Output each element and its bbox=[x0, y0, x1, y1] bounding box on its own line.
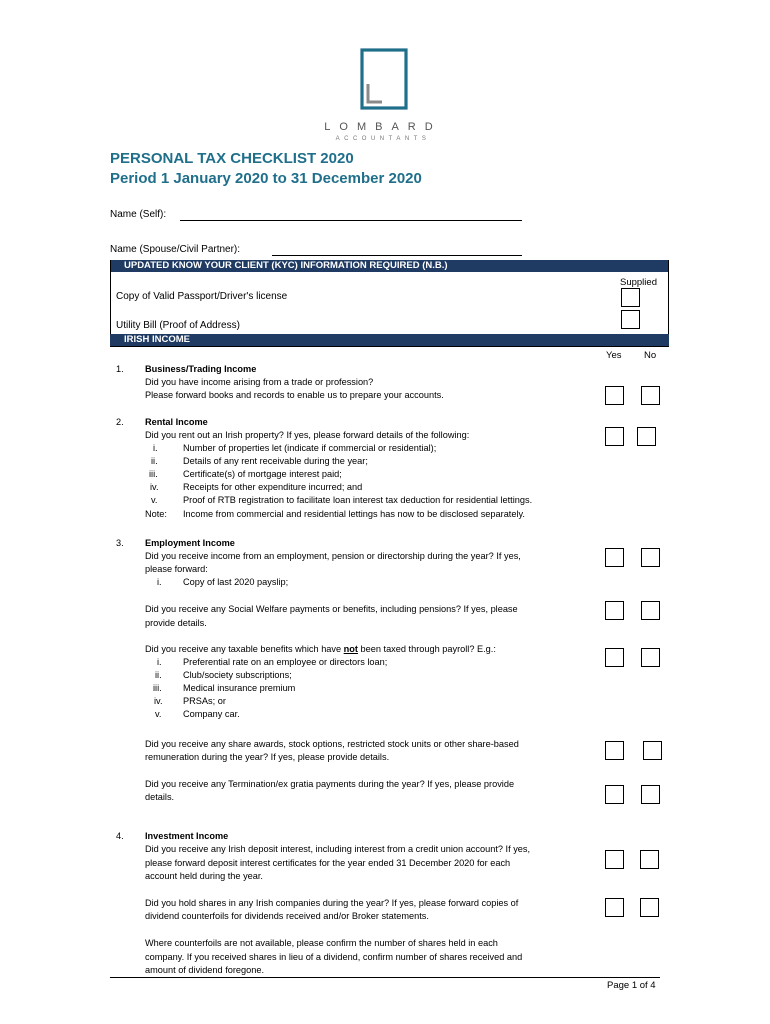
s2-item-3: Certificate(s) of mortgage interest paid; bbox=[183, 469, 342, 479]
utility-bill-supplied-checkbox[interactable] bbox=[621, 310, 640, 329]
section-1-title: Business/Trading Income bbox=[145, 364, 257, 374]
logo-tagline: ACCOUNTANTS bbox=[335, 136, 431, 142]
s4-q1-line1: Did you receive any Irish deposit interest, including interest from a credit union account? If yes, bbox=[145, 844, 531, 854]
s3-q5-line2: details. bbox=[145, 792, 175, 802]
s2-note: Income from commercial and residential lettings has now to be disclosed separately. bbox=[183, 509, 525, 519]
s3-q3-item-5-num: v. bbox=[155, 709, 162, 719]
s4-q3-line2: company. If you received shares in lieu of a dividend, confirm number of shares received and bbox=[145, 952, 523, 962]
s4-q3-line1: Where counterfoils are not available, please confirm the number of shares held in each bbox=[145, 938, 498, 948]
employment-income-yes-checkbox[interactable] bbox=[605, 548, 624, 567]
s3-q1-item: Copy of last 2020 payslip; bbox=[183, 577, 289, 587]
s2-item-2-num: ii. bbox=[151, 456, 158, 466]
section-3-number: 3. bbox=[116, 538, 124, 548]
s2-item-5-num: v. bbox=[151, 495, 158, 505]
section-1-instruction: Please forward books and records to enable us to prepare your accounts. bbox=[145, 390, 444, 400]
irish-income-header: IRISH INCOME bbox=[110, 334, 669, 346]
kyc-item-utility-bill: Utility Bill (Proof of Address) bbox=[116, 320, 240, 331]
taxable-benefits-yes-checkbox[interactable] bbox=[605, 648, 624, 667]
s2-item-2: Details of any rent receivable during the year; bbox=[183, 456, 368, 466]
section-2-number: 2. bbox=[116, 417, 124, 427]
section-2-title: Rental Income bbox=[145, 417, 208, 427]
s2-item-4-num: iv. bbox=[150, 482, 159, 492]
yes-column-label: Yes bbox=[606, 350, 622, 361]
s3-q2-line1: Did you receive any Social Welfare payments or benefits, including pensions? If yes, please bbox=[145, 604, 518, 614]
s3-q3-item-3: Medical insurance premium bbox=[183, 683, 296, 693]
share-awards-no-checkbox[interactable] bbox=[643, 741, 662, 760]
name-spouse-field[interactable] bbox=[272, 255, 522, 256]
s2-item-5: Proof of RTB registration to facilitate loan interest tax deduction for residential lettings. bbox=[183, 495, 533, 505]
s4-q1-line2: please forward deposit interest certificates for the year ended 31 December 2020 for each bbox=[145, 858, 511, 868]
page-number: Page 1 of 4 bbox=[607, 980, 656, 991]
termination-payments-no-checkbox[interactable] bbox=[641, 785, 660, 804]
section-4-number: 4. bbox=[116, 831, 124, 841]
page-subtitle: Period 1 January 2020 to 31 December 2020 bbox=[110, 170, 422, 187]
name-self-field[interactable] bbox=[180, 220, 522, 221]
termination-payments-yes-checkbox[interactable] bbox=[605, 785, 624, 804]
s3-q3-item-5: Company car. bbox=[183, 709, 240, 719]
s2-item-3-num: iii. bbox=[149, 469, 158, 479]
s3-q1-item-num: i. bbox=[157, 577, 162, 587]
page-title: PERSONAL TAX CHECKLIST 2020 bbox=[110, 150, 354, 167]
section-1-number: 1. bbox=[116, 364, 124, 374]
s3-q3-item-2: Club/society subscriptions; bbox=[183, 670, 292, 680]
footer-rule bbox=[110, 977, 660, 978]
social-welfare-no-checkbox[interactable] bbox=[641, 601, 660, 620]
s3-q3-post: been taxed through payroll? E.g.: bbox=[357, 644, 496, 654]
s3-q3-item-1-num: i. bbox=[157, 657, 162, 667]
irish-shares-no-checkbox[interactable] bbox=[640, 898, 659, 917]
business-income-yes-checkbox[interactable] bbox=[605, 386, 624, 405]
s2-item-1-num: i. bbox=[153, 443, 158, 453]
s3-q4-line1: Did you receive any share awards, stock options, restricted stock units or other share-based bbox=[145, 739, 519, 749]
lombard-logo-mark bbox=[318, 48, 448, 118]
name-self-label: Name (Self): bbox=[110, 209, 167, 220]
name-spouse-label: Name (Spouse/Civil Partner): bbox=[110, 244, 241, 255]
s3-q3-item-1: Preferential rate on an employee or directors loan; bbox=[183, 657, 388, 667]
business-income-no-checkbox[interactable] bbox=[641, 386, 660, 405]
irish-shares-yes-checkbox[interactable] bbox=[605, 898, 624, 917]
s3-q4-line2: remuneration during the year? If yes, please provide details. bbox=[145, 752, 390, 762]
passport-supplied-checkbox[interactable] bbox=[621, 288, 640, 307]
s3-q5-line1: Did you receive any Termination/ex gratia payments during the year? If yes, please provide bbox=[145, 779, 515, 789]
deposit-interest-yes-checkbox[interactable] bbox=[605, 850, 624, 869]
kyc-item-passport: Copy of Valid Passport/Driver's license bbox=[116, 291, 288, 302]
s4-q2-line1: Did you hold shares in any Irish companies during the year? If yes, please forward copies of bbox=[145, 898, 519, 908]
no-column-label: No bbox=[644, 350, 657, 361]
section-2-question: Did you rent out an Irish property? If yes, please forward details of the following: bbox=[145, 430, 470, 440]
s2-item-1: Number of properties let (indicate if commercial or residential); bbox=[183, 443, 437, 453]
s3-q3-line bbox=[145, 643, 496, 656]
s3-q1-line2: please forward: bbox=[145, 564, 208, 574]
s3-q1-line1: Did you receive income from an employment, pension or directorship during the year? If yes, bbox=[145, 551, 521, 561]
s4-q1-line3: account held during the year. bbox=[145, 871, 263, 881]
social-welfare-yes-checkbox[interactable] bbox=[605, 601, 624, 620]
s4-q2-line2: dividend counterfoils for dividends received and/or Broker statements. bbox=[145, 911, 429, 921]
s3-q3-item-4: PRSAs; or bbox=[183, 696, 226, 706]
share-awards-yes-checkbox[interactable] bbox=[605, 741, 624, 760]
s3-q3-item-3-num: iii. bbox=[153, 683, 162, 693]
s2-note-label: Note: bbox=[145, 509, 167, 519]
supplied-label: Supplied bbox=[620, 277, 657, 288]
s3-q3-emphasis: not bbox=[343, 644, 358, 654]
s3-q2-line2: provide details. bbox=[145, 618, 207, 628]
kyc-header: UPDATED KNOW YOUR CLIENT (KYC) INFORMATION REQUIRED (N.B.) bbox=[110, 260, 669, 272]
rental-income-no-checkbox[interactable] bbox=[637, 427, 656, 446]
s2-item-4: Receipts for other expenditure incurred; and bbox=[183, 482, 363, 492]
frame-bottom bbox=[110, 346, 669, 347]
s3-q3-pre: Did you receive any taxable benefits which have bbox=[145, 644, 344, 654]
logo-wordmark: LOMBARD bbox=[324, 121, 442, 133]
s4-q3-line3: amount of dividend foregone. bbox=[145, 965, 265, 975]
section-4-title: Investment Income bbox=[145, 831, 229, 841]
section-1-question: Did you have income arising from a trade or profession? bbox=[145, 377, 374, 387]
rental-income-yes-checkbox[interactable] bbox=[605, 427, 624, 446]
deposit-interest-no-checkbox[interactable] bbox=[640, 850, 659, 869]
s3-q3-item-4-num: iv. bbox=[154, 696, 163, 706]
section-3-title: Employment Income bbox=[145, 538, 235, 548]
taxable-benefits-no-checkbox[interactable] bbox=[641, 648, 660, 667]
s3-q3-item-2-num: ii. bbox=[155, 670, 162, 680]
employment-income-no-checkbox[interactable] bbox=[641, 548, 660, 567]
